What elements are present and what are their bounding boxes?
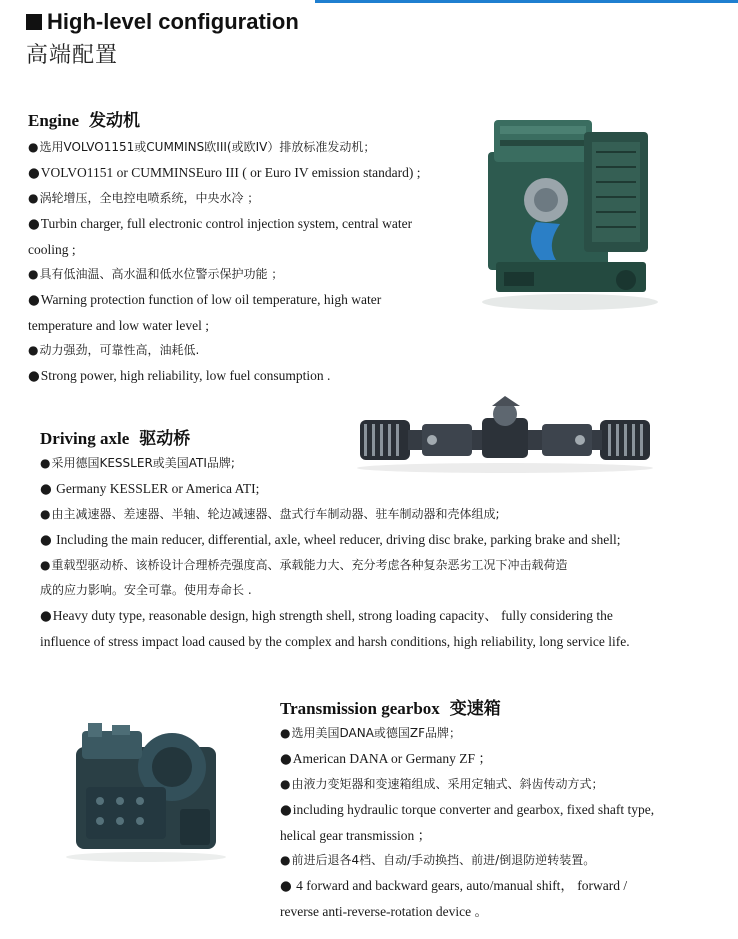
spec-line (28, 186, 448, 211)
engine-heading-cn: 发动机 (89, 111, 141, 131)
spec-line (280, 873, 690, 899)
bullet-icon: ● (280, 878, 292, 894)
spec-line (28, 262, 448, 287)
spec-line-text: Heavy duty type, reasonable design, high strength shell, strong loading capacity、 fully considering the (52, 608, 613, 623)
page-title-text: High-level configuration (47, 9, 299, 34)
bullet-icon: ● (28, 216, 40, 232)
engine-heading-en: Engine (28, 111, 80, 130)
spec-line (280, 899, 690, 924)
top-accent-rule (315, 0, 738, 3)
spec-line (280, 772, 690, 797)
transmission-heading (280, 694, 690, 719)
spec-line (280, 797, 690, 823)
spec-line-text: 前进后退各4档、自动/手动换挡、前进/倒退防逆转装置。 (291, 853, 596, 867)
spec-line (28, 338, 448, 363)
gearbox-image (62, 717, 230, 863)
spec-line-text: 采用德国KESSLER或美国ATI品牌; (51, 456, 235, 470)
transmission-heading-cn: 变速箱 (449, 699, 501, 719)
spec-line-text: 成的应力影响。安全可靠。使用寿命长 . (40, 583, 252, 597)
spec-line (280, 848, 690, 873)
spec-line (28, 287, 448, 313)
spec-line (280, 721, 690, 746)
bullet-icon: ● (280, 853, 291, 867)
spec-line (40, 629, 680, 654)
bullet-icon: ● (28, 140, 39, 154)
spec-line (280, 823, 690, 848)
transmission-heading-en: Transmission gearbox (280, 699, 440, 718)
bullet-icon: ● (40, 608, 52, 624)
spec-line-text: Including the main reducer, differential, axle, wheel reducer, driving disc brake, parking brake and shell; (52, 532, 621, 547)
spec-line-text: temperature and low water level ; (28, 318, 210, 333)
spec-line (28, 237, 448, 262)
spec-line (28, 313, 448, 338)
spec-line-text: 具有低油温、高水温和低水位警示保护功能 ； (39, 267, 284, 281)
bullet-icon: ● (28, 191, 39, 205)
spec-line (40, 502, 680, 527)
spec-line-text: 涡轮增压，全电控电喷系统，中央水冷 ； (39, 191, 260, 205)
bullet-icon: ● (28, 267, 39, 281)
engine-image (476, 112, 664, 312)
bullet-icon: ● (28, 165, 40, 181)
spec-line-text: Strong power, high reliability, low fuel consumption . (40, 368, 331, 383)
bullet-icon: ● (40, 558, 51, 572)
bullet-icon: ● (28, 368, 40, 384)
page-subtitle: 高端配置 (26, 43, 119, 68)
spec-line-text: 选用VOLVO1151或CUMMINS欧III(或欧IV）排放标准发动机； (39, 140, 376, 154)
bullet-icon: ● (280, 802, 292, 818)
spec-line-text: Germany KESSLER or America ATI; (52, 481, 260, 496)
spec-line (40, 578, 680, 603)
transmission-spec-list (280, 721, 690, 924)
engine-spec-list (28, 135, 448, 389)
spec-line-text: VOLVO1151 or CUMMINSEuro III ( or Euro IV emission standard) ; (40, 165, 421, 180)
spec-line (28, 211, 448, 237)
bullet-icon: ● (28, 343, 39, 357)
spec-line-text: Turbin charger, full electronic control injection system, central water (40, 216, 413, 231)
bullet-icon: ● (40, 456, 51, 470)
spec-line-text: reverse anti-reverse-rotation device 。 (280, 904, 489, 919)
spec-line (280, 746, 690, 772)
spec-line (28, 135, 448, 160)
spec-line-text: Warning protection function of low oil temperature, high water (40, 292, 382, 307)
spec-line-text: 动力强劲，可靠性高，油耗低. (39, 343, 200, 357)
spec-line-text: cooling ; (28, 242, 76, 257)
spec-line-text: including hydraulic torque converter and gearbox, fixed shaft type, (292, 802, 655, 817)
square-bullet-icon (26, 14, 42, 30)
page-title (26, 8, 299, 36)
spec-line-text: helical gear transmission ； (280, 828, 432, 843)
bullet-icon: ● (280, 726, 291, 740)
axle-heading-en: Driving axle (40, 429, 130, 448)
bullet-icon: ● (40, 507, 51, 521)
bullet-icon: ● (40, 481, 52, 497)
bullet-icon: ● (28, 292, 40, 308)
spec-line-text: influence of stress impact load caused by the complex and harsh conditions, high reliability, long service life. (40, 634, 630, 649)
bullet-icon: ● (280, 751, 292, 767)
driving-axle-image (352, 392, 658, 474)
axle-spec-list (40, 451, 680, 654)
bullet-icon: ● (280, 777, 291, 791)
spec-line (28, 160, 448, 186)
spec-line (40, 553, 680, 578)
spec-line-text: 由液力变矩器和变速箱组成、采用定轴式、斜齿传动方式； (291, 777, 604, 791)
spec-line (28, 363, 448, 389)
spec-line-text: 选用美国DANA或德国ZF品牌； (291, 726, 462, 740)
engine-heading (28, 106, 448, 131)
transmission-section (280, 694, 690, 924)
spec-line-text: 重载型驱动桥、该桥设计合理桥壳强度高、承载能力大、充分考虑各种复杂恶劣工况下冲击载荷造 (51, 558, 568, 572)
spec-line-text: 由主减速器、差速器、半轴、轮边减速器、盘式行车制动器、驻车制动器和壳体组成; (51, 507, 500, 521)
page-header (26, 8, 299, 69)
engine-section (28, 106, 448, 389)
axle-heading-cn: 驱动桥 (139, 429, 191, 449)
spec-line (40, 527, 680, 553)
spec-line-text: American DANA or Germany ZF ； (292, 751, 492, 766)
spec-line-text: 4 forward and backward gears, auto/manual shift， forward / (292, 878, 628, 893)
bullet-icon: ● (40, 532, 52, 548)
spec-line (40, 603, 680, 629)
spec-line (40, 476, 680, 502)
